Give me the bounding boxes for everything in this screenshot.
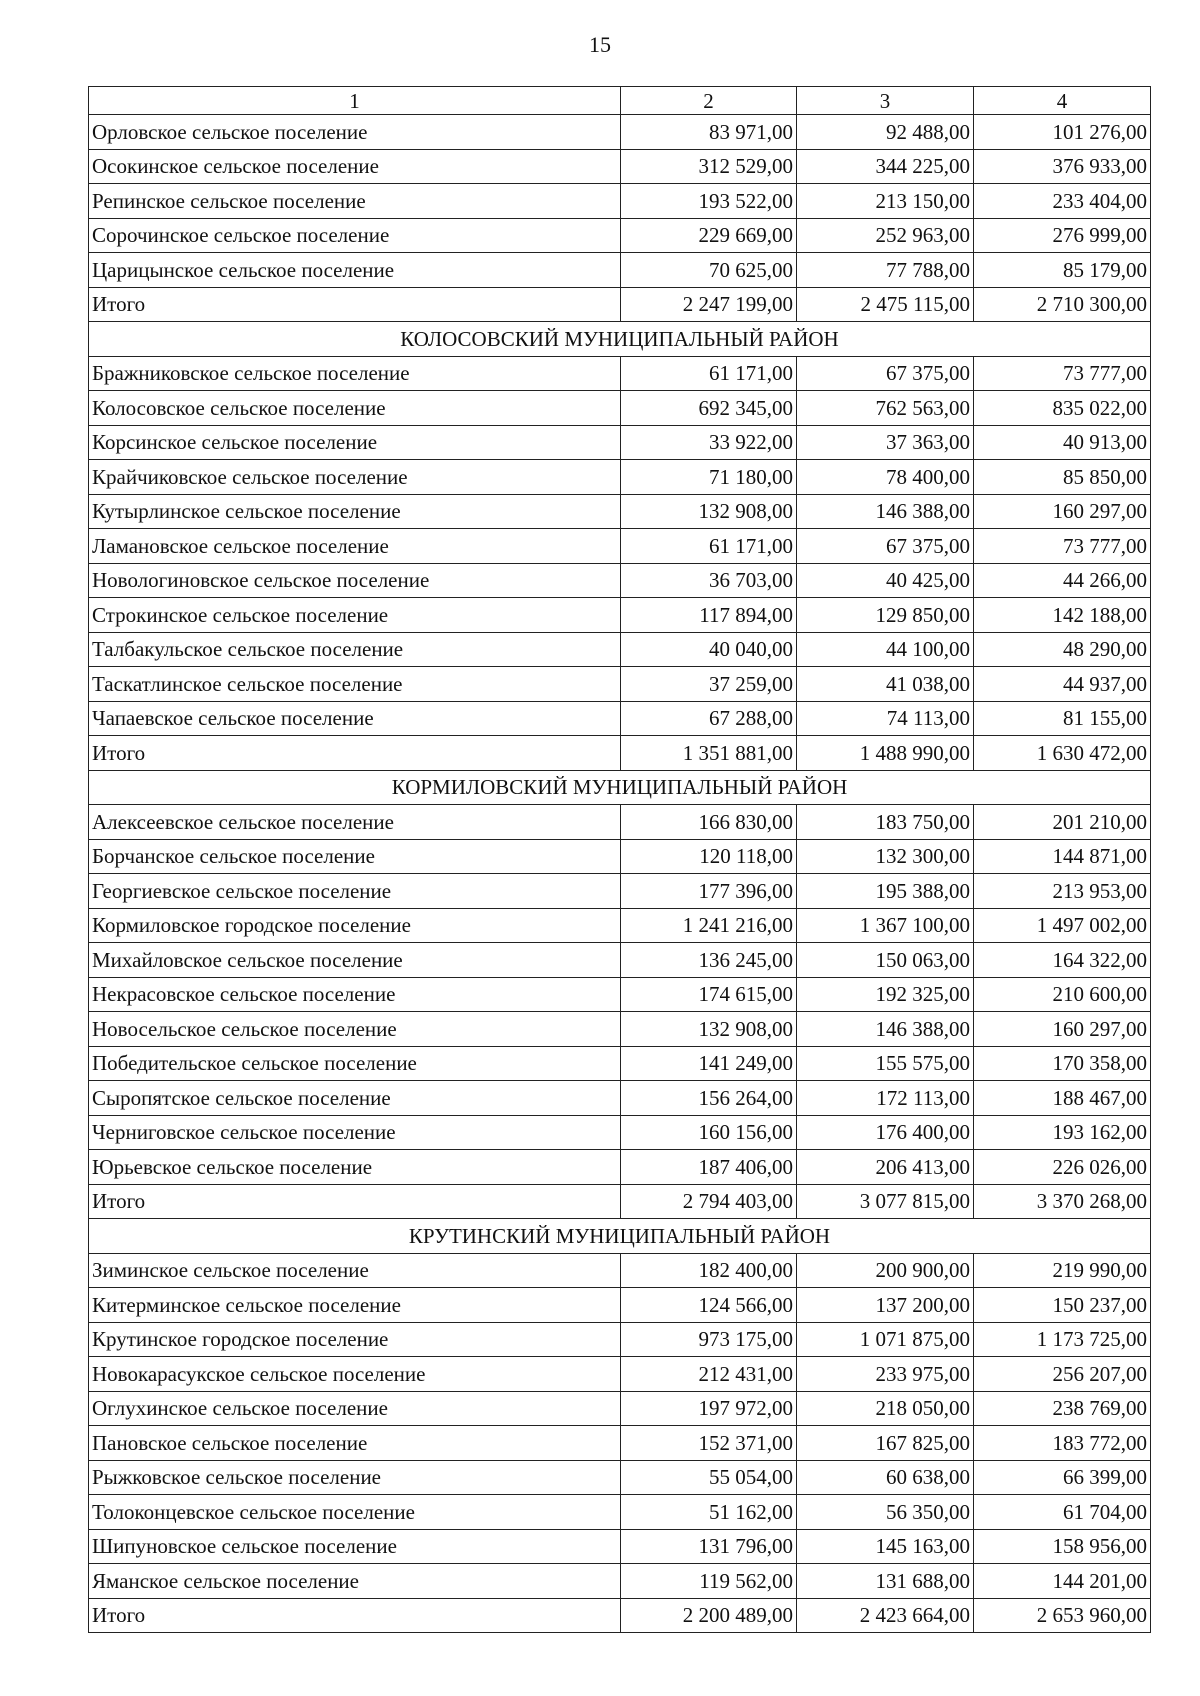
settlement-name: Бражниковское сельское поселение	[89, 356, 621, 391]
amount-col-4: 144 871,00	[974, 839, 1151, 874]
amount-col-2: 2 794 403,00	[621, 1184, 797, 1219]
table-row	[89, 1391, 1151, 1426]
amount-col-4: 142 188,00	[974, 598, 1151, 633]
settlement-name: Оглухинское сельское поселение	[89, 1391, 621, 1426]
amount-col-2: 193 522,00	[621, 184, 797, 219]
amount-col-3: 213 150,00	[797, 184, 974, 219]
amount-col-4: 81 155,00	[974, 701, 1151, 736]
header-col-4: 4	[974, 87, 1151, 115]
settlement-name: Сорочинское сельское поселение	[89, 218, 621, 253]
table-row	[89, 1529, 1151, 1564]
settlement-name: Итого	[89, 736, 621, 771]
header-col-1: 1	[89, 87, 621, 115]
amount-col-3: 60 638,00	[797, 1460, 974, 1495]
district-heading-row	[89, 770, 1151, 805]
amount-col-4: 61 704,00	[974, 1495, 1151, 1530]
amount-col-3: 67 375,00	[797, 356, 974, 391]
amount-col-3: 131 688,00	[797, 1564, 974, 1599]
amount-col-3: 233 975,00	[797, 1357, 974, 1392]
total-row	[89, 287, 1151, 322]
amount-col-4: 170 358,00	[974, 1046, 1151, 1081]
district-heading: КОЛОСОВСКИЙ МУНИЦИПАЛЬНЫЙ РАЙОН	[89, 322, 1151, 357]
table-row	[89, 701, 1151, 736]
table-row	[89, 218, 1151, 253]
amount-col-2: 152 371,00	[621, 1426, 797, 1461]
amount-col-3: 2 423 664,00	[797, 1598, 974, 1633]
amount-col-4: 276 999,00	[974, 218, 1151, 253]
amount-col-3: 145 163,00	[797, 1529, 974, 1564]
table-row	[89, 1253, 1151, 1288]
amount-col-2: 61 171,00	[621, 529, 797, 564]
settlement-name: Кутырлинское сельское поселение	[89, 494, 621, 529]
table-row	[89, 460, 1151, 495]
settlement-name: Пановское сельское поселение	[89, 1426, 621, 1461]
table-row	[89, 1564, 1151, 1599]
total-row	[89, 736, 1151, 771]
amount-col-2: 55 054,00	[621, 1460, 797, 1495]
table-row	[89, 184, 1151, 219]
amount-col-4: 183 772,00	[974, 1426, 1151, 1461]
amount-col-2: 40 040,00	[621, 632, 797, 667]
settlement-name: Таскатлинское сельское поселение	[89, 667, 621, 702]
amount-col-3: 1 488 990,00	[797, 736, 974, 771]
settlement-name: Георгиевское сельское поселение	[89, 874, 621, 909]
amount-col-4: 144 201,00	[974, 1564, 1151, 1599]
settlement-name: Орловское сельское поселение	[89, 115, 621, 150]
table-row	[89, 1322, 1151, 1357]
amount-col-4: 256 207,00	[974, 1357, 1151, 1392]
amount-col-2: 2 247 199,00	[621, 287, 797, 322]
amount-col-4: 66 399,00	[974, 1460, 1151, 1495]
amount-col-2: 229 669,00	[621, 218, 797, 253]
amount-col-2: 141 249,00	[621, 1046, 797, 1081]
amount-col-4: 160 297,00	[974, 1012, 1151, 1047]
amount-col-2: 166 830,00	[621, 805, 797, 840]
amount-col-3: 67 375,00	[797, 529, 974, 564]
header-row	[89, 87, 1151, 115]
amount-col-3: 195 388,00	[797, 874, 974, 909]
total-row	[89, 1598, 1151, 1633]
table-row	[89, 253, 1151, 288]
amount-col-4: 160 297,00	[974, 494, 1151, 529]
settlement-name: Ламановское сельское поселение	[89, 529, 621, 564]
amount-col-3: 132 300,00	[797, 839, 974, 874]
amount-col-3: 206 413,00	[797, 1150, 974, 1185]
table-row	[89, 839, 1151, 874]
amount-col-3: 129 850,00	[797, 598, 974, 633]
amount-col-3: 150 063,00	[797, 943, 974, 978]
amount-col-2: 197 972,00	[621, 1391, 797, 1426]
settlement-name: Сыропятское сельское поселение	[89, 1081, 621, 1116]
amount-col-2: 2 200 489,00	[621, 1598, 797, 1633]
amount-col-3: 44 100,00	[797, 632, 974, 667]
table-row	[89, 1046, 1151, 1081]
table-body	[89, 115, 1151, 1633]
amount-col-2: 177 396,00	[621, 874, 797, 909]
table-row	[89, 1012, 1151, 1047]
amount-col-4: 238 769,00	[974, 1391, 1151, 1426]
table-row	[89, 563, 1151, 598]
table-row	[89, 1115, 1151, 1150]
settlement-name: Новокарасукское сельское поселение	[89, 1357, 621, 1392]
amount-col-4: 835 022,00	[974, 391, 1151, 426]
table-row	[89, 1288, 1151, 1323]
amount-col-4: 158 956,00	[974, 1529, 1151, 1564]
amount-col-3: 56 350,00	[797, 1495, 974, 1530]
amount-col-2: 312 529,00	[621, 149, 797, 184]
amount-col-4: 2 710 300,00	[974, 287, 1151, 322]
amount-col-2: 70 625,00	[621, 253, 797, 288]
table-row	[89, 874, 1151, 909]
table-row	[89, 943, 1151, 978]
table-row	[89, 1081, 1151, 1116]
settlement-name: Итого	[89, 1598, 621, 1633]
settlement-name: Зиминское сельское поселение	[89, 1253, 621, 1288]
amount-col-3: 252 963,00	[797, 218, 974, 253]
amount-col-2: 117 894,00	[621, 598, 797, 633]
settlement-name: Рыжковское сельское поселение	[89, 1460, 621, 1495]
amount-col-4: 219 990,00	[974, 1253, 1151, 1288]
table-row	[89, 494, 1151, 529]
amount-col-2: 71 180,00	[621, 460, 797, 495]
amount-col-3: 41 038,00	[797, 667, 974, 702]
settlement-name: Шипуновское сельское поселение	[89, 1529, 621, 1564]
table-row	[89, 908, 1151, 943]
table-row	[89, 425, 1151, 460]
settlement-name: Итого	[89, 287, 621, 322]
settlement-name: Кормиловское городское поселение	[89, 908, 621, 943]
settlement-name: Строкинское сельское поселение	[89, 598, 621, 633]
amount-col-2: 212 431,00	[621, 1357, 797, 1392]
amount-col-3: 146 388,00	[797, 494, 974, 529]
amount-col-4: 44 937,00	[974, 667, 1151, 702]
table-row	[89, 149, 1151, 184]
amount-col-2: 1 241 216,00	[621, 908, 797, 943]
total-row	[89, 1184, 1151, 1219]
amount-col-3: 1 071 875,00	[797, 1322, 974, 1357]
table-row	[89, 977, 1151, 1012]
settlement-name: Крайчиковское сельское поселение	[89, 460, 621, 495]
amount-col-4: 201 210,00	[974, 805, 1151, 840]
amount-col-2: 61 171,00	[621, 356, 797, 391]
settlement-name: Репинское сельское поселение	[89, 184, 621, 219]
amount-col-2: 132 908,00	[621, 494, 797, 529]
settlement-name: Некрасовское сельское поселение	[89, 977, 621, 1012]
amount-col-4: 1 630 472,00	[974, 736, 1151, 771]
amount-col-4: 2 653 960,00	[974, 1598, 1151, 1633]
amount-col-2: 83 971,00	[621, 115, 797, 150]
amount-col-2: 182 400,00	[621, 1253, 797, 1288]
settlement-name: Яманское сельское поселение	[89, 1564, 621, 1599]
settlement-name: Новосельское сельское поселение	[89, 1012, 621, 1047]
amount-col-2: 119 562,00	[621, 1564, 797, 1599]
settlement-name: Толоконцевское сельское поселение	[89, 1495, 621, 1530]
table-row	[89, 1357, 1151, 1392]
amount-col-3: 3 077 815,00	[797, 1184, 974, 1219]
settlement-name: Черниговское сельское поселение	[89, 1115, 621, 1150]
amount-col-2: 120 118,00	[621, 839, 797, 874]
table-row	[89, 805, 1151, 840]
settlement-name: Михайловское сельское поселение	[89, 943, 621, 978]
amount-col-4: 1 497 002,00	[974, 908, 1151, 943]
district-heading-row	[89, 322, 1151, 357]
settlement-name: Талбакульское сельское поселение	[89, 632, 621, 667]
settlement-name: Победительское сельское поселение	[89, 1046, 621, 1081]
amount-col-2: 36 703,00	[621, 563, 797, 598]
header-col-3: 3	[797, 87, 974, 115]
district-heading: КРУТИНСКИЙ МУНИЦИПАЛЬНЫЙ РАЙОН	[89, 1219, 1151, 1254]
amount-col-4: 233 404,00	[974, 184, 1151, 219]
table-row	[89, 598, 1151, 633]
amount-col-4: 210 600,00	[974, 977, 1151, 1012]
amount-col-3: 344 225,00	[797, 149, 974, 184]
amount-col-4: 164 322,00	[974, 943, 1151, 978]
table-row	[89, 632, 1151, 667]
header-col-2: 2	[621, 87, 797, 115]
amount-col-2: 51 162,00	[621, 1495, 797, 1530]
amount-col-3: 40 425,00	[797, 563, 974, 598]
table-row	[89, 1150, 1151, 1185]
page-number: 15	[589, 32, 611, 57]
amount-col-2: 187 406,00	[621, 1150, 797, 1185]
amount-col-3: 74 113,00	[797, 701, 974, 736]
table-row	[89, 1495, 1151, 1530]
amount-col-3: 167 825,00	[797, 1426, 974, 1461]
amount-col-3: 37 363,00	[797, 425, 974, 460]
settlement-name: Осокинское сельское поселение	[89, 149, 621, 184]
amount-col-2: 1 351 881,00	[621, 736, 797, 771]
amount-col-4: 85 850,00	[974, 460, 1151, 495]
amount-col-4: 213 953,00	[974, 874, 1151, 909]
amount-col-2: 124 566,00	[621, 1288, 797, 1323]
amount-col-3: 146 388,00	[797, 1012, 974, 1047]
amount-col-4: 85 179,00	[974, 253, 1151, 288]
amount-col-3: 137 200,00	[797, 1288, 974, 1323]
settlement-name: Колосовское сельское поселение	[89, 391, 621, 426]
amount-col-4: 40 913,00	[974, 425, 1151, 460]
amount-col-4: 48 290,00	[974, 632, 1151, 667]
amount-col-3: 155 575,00	[797, 1046, 974, 1081]
amount-col-2: 67 288,00	[621, 701, 797, 736]
table-row	[89, 391, 1151, 426]
settlement-name: Царицынское сельское поселение	[89, 253, 621, 288]
settlement-name: Итого	[89, 1184, 621, 1219]
amount-col-4: 376 933,00	[974, 149, 1151, 184]
settlement-name: Китерминское сельское поселение	[89, 1288, 621, 1323]
amount-col-4: 44 266,00	[974, 563, 1151, 598]
budget-table	[88, 86, 1151, 1633]
table-row	[89, 115, 1151, 150]
amount-col-2: 37 259,00	[621, 667, 797, 702]
amount-col-2: 131 796,00	[621, 1529, 797, 1564]
settlement-name: Корсинское сельское поселение	[89, 425, 621, 460]
amount-col-4: 1 173 725,00	[974, 1322, 1151, 1357]
table-row	[89, 1426, 1151, 1461]
table-row	[89, 667, 1151, 702]
amount-col-3: 176 400,00	[797, 1115, 974, 1150]
amount-col-2: 156 264,00	[621, 1081, 797, 1116]
amount-col-2: 160 156,00	[621, 1115, 797, 1150]
amount-col-3: 92 488,00	[797, 115, 974, 150]
amount-col-3: 172 113,00	[797, 1081, 974, 1116]
amount-col-2: 692 345,00	[621, 391, 797, 426]
amount-col-4: 150 237,00	[974, 1288, 1151, 1323]
amount-col-3: 192 325,00	[797, 977, 974, 1012]
amount-col-2: 136 245,00	[621, 943, 797, 978]
amount-col-3: 200 900,00	[797, 1253, 974, 1288]
table-row	[89, 356, 1151, 391]
table-row	[89, 1460, 1151, 1495]
settlement-name: Чапаевское сельское поселение	[89, 701, 621, 736]
amount-col-3: 77 788,00	[797, 253, 974, 288]
amount-col-4: 73 777,00	[974, 529, 1151, 564]
amount-col-3: 183 750,00	[797, 805, 974, 840]
amount-col-2: 33 922,00	[621, 425, 797, 460]
amount-col-2: 973 175,00	[621, 1322, 797, 1357]
amount-col-4: 188 467,00	[974, 1081, 1151, 1116]
amount-col-4: 193 162,00	[974, 1115, 1151, 1150]
amount-col-2: 132 908,00	[621, 1012, 797, 1047]
amount-col-4: 101 276,00	[974, 115, 1151, 150]
amount-col-4: 73 777,00	[974, 356, 1151, 391]
district-heading: КОРМИЛОВСКИЙ МУНИЦИПАЛЬНЫЙ РАЙОН	[89, 770, 1151, 805]
amount-col-3: 2 475 115,00	[797, 287, 974, 322]
amount-col-3: 762 563,00	[797, 391, 974, 426]
amount-col-4: 226 026,00	[974, 1150, 1151, 1185]
amount-col-3: 1 367 100,00	[797, 908, 974, 943]
settlement-name: Юрьевское сельское поселение	[89, 1150, 621, 1185]
settlement-name: Новологиновское сельское поселение	[89, 563, 621, 598]
amount-col-4: 3 370 268,00	[974, 1184, 1151, 1219]
table-row	[89, 529, 1151, 564]
settlement-name: Алексеевское сельское поселение	[89, 805, 621, 840]
settlement-name: Борчанское сельское поселение	[89, 839, 621, 874]
settlement-name: Крутинское городское поселение	[89, 1322, 621, 1357]
amount-col-2: 174 615,00	[621, 977, 797, 1012]
amount-col-3: 78 400,00	[797, 460, 974, 495]
amount-col-3: 218 050,00	[797, 1391, 974, 1426]
district-heading-row	[89, 1219, 1151, 1254]
